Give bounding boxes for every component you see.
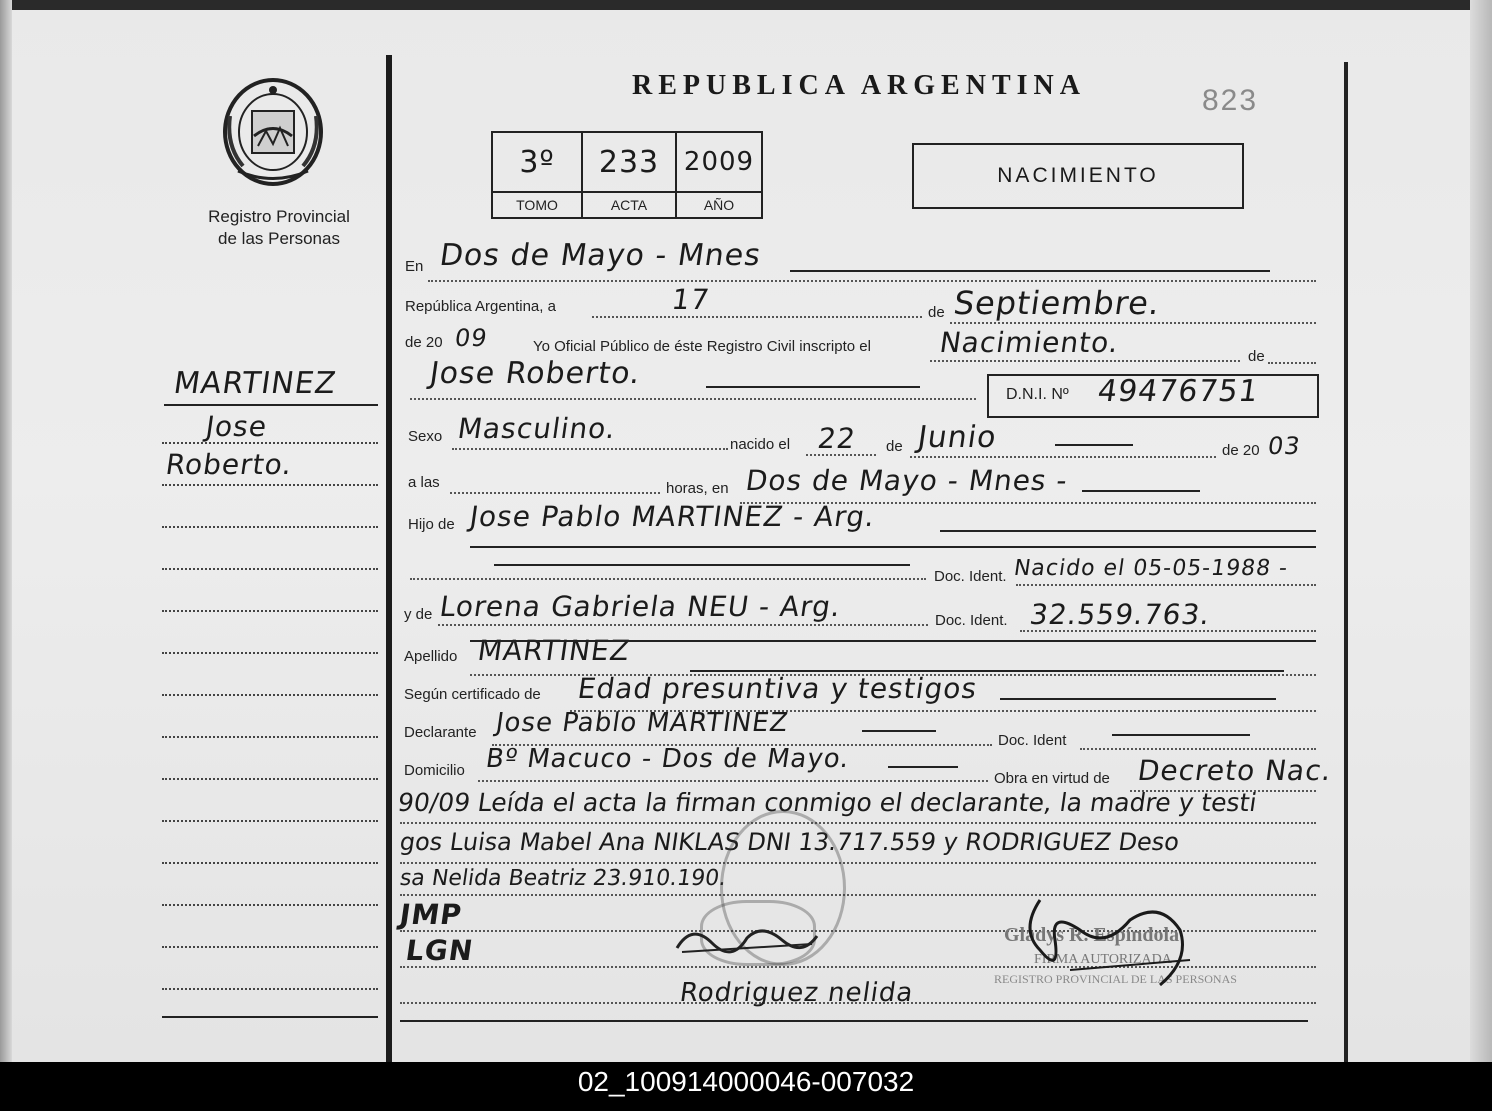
day-value: 17 <box>669 283 712 316</box>
yde-label: y de <box>404 606 433 623</box>
father-doc-value: Nacido el 05-05-1988 - <box>1012 556 1290 581</box>
official-signature-icon <box>1010 890 1200 1000</box>
bottom-rule <box>400 1020 1308 1022</box>
birth-day-line <box>806 454 876 456</box>
notes-line-2-rule <box>400 862 1316 864</box>
margin-line <box>162 862 378 864</box>
mother-value: Lorena Gabriela NEU - Arg. <box>437 590 844 623</box>
month-de-label: de <box>928 304 945 321</box>
domicilio-line <box>478 780 988 782</box>
dni-value: 49476751 <box>1095 374 1262 409</box>
mother-line <box>438 624 928 626</box>
day-line <box>592 316 922 318</box>
name-line <box>410 398 976 400</box>
margin-line <box>162 820 378 822</box>
declarante-label: Declarante <box>404 724 477 741</box>
province-seal-icon <box>218 76 328 188</box>
sexo-line <box>452 448 728 450</box>
segun-value: Edad presuntiva y testigos <box>575 672 980 705</box>
official-name: Gladys R. Espíndola <box>1004 924 1180 946</box>
tomo-cell <box>492 132 582 192</box>
sexo-value: Masculino. <box>455 412 619 445</box>
month-value: Septiembre. <box>951 284 1163 322</box>
birth-place-value: Dos de Mayo - Mnes - <box>743 464 1071 497</box>
apellido-label: Apellido <box>404 648 458 665</box>
tomo-label: TOMO <box>492 192 582 218</box>
father-rule-3 <box>494 564 910 566</box>
scan-top-edge <box>0 0 1492 10</box>
margin-surname-rule <box>164 404 378 406</box>
acta-cell <box>582 132 676 192</box>
footer-bar <box>0 1062 1492 1111</box>
hijo-label: Hijo de <box>408 516 455 533</box>
inscripto-end-line <box>1268 362 1316 364</box>
page-number: 823 <box>1202 84 1259 117</box>
dni-label: D.N.I. Nº <box>1006 386 1069 403</box>
margin-bottom-rule <box>162 1016 378 1018</box>
segun-rule <box>1000 698 1276 700</box>
margin-given-name-1: Jose <box>203 410 270 443</box>
acta-value: 233 <box>598 144 660 180</box>
name-value: Jose Roberto. <box>427 356 644 391</box>
margin-surname: MARTINEZ <box>171 366 339 401</box>
obra-label: Obra en virtud de <box>994 770 1110 787</box>
margin-line <box>162 988 378 990</box>
mother-doc-value: 32.559.763. <box>1027 598 1213 631</box>
book-binding-line <box>386 55 392 1062</box>
birth-month-value: Junio <box>915 420 1000 455</box>
segun-label: Según certificado de <box>404 686 541 703</box>
page-title: REPUBLICA ARGENTINA <box>632 70 1086 101</box>
margin-line <box>162 778 378 780</box>
tomo-value: 3º <box>519 144 555 180</box>
republica-label: República Argentina, a <box>405 298 556 315</box>
official-office: REGISTRO PROVINCIAL DE LAS PERSONAS <box>994 972 1237 986</box>
birth-year-label: de 20 <box>1222 442 1260 459</box>
margin-line <box>162 946 378 948</box>
mother-doc-label: Doc. Ident. <box>935 612 1008 629</box>
nacido-label: nacido el <box>730 436 791 453</box>
official-title: FIRMA AUTORIZADA <box>1034 952 1172 967</box>
domicilio-label: Domicilio <box>404 762 465 779</box>
en-line <box>428 280 1316 282</box>
registry-name-line2: de las Personas <box>218 229 340 248</box>
scan-right-edge <box>1470 0 1492 1062</box>
inscripto-de-label: de <box>1248 348 1265 365</box>
barcode-text: 02_100914000046-007032 <box>577 1066 915 1097</box>
month-line <box>950 322 1316 324</box>
sexo-label: Sexo <box>408 428 443 445</box>
record-type-box: NACIMIENTO <box>912 143 1244 209</box>
notes-line-1-rule <box>400 822 1316 824</box>
father-line <box>410 578 926 580</box>
father-value: Jose Pablo MARTINEZ - Arg. <box>467 500 878 533</box>
anio-value: 2009 <box>683 147 755 177</box>
alas-line <box>450 492 660 494</box>
declarante-doc-label: Doc. Ident <box>998 732 1067 749</box>
form-right-border <box>1344 62 1348 1062</box>
margin-line <box>162 694 378 696</box>
apellido-top-rule <box>470 640 1316 642</box>
birth-month-de-label: de <box>886 438 903 455</box>
record-number-box <box>491 131 763 219</box>
birth-day-value: 22 <box>815 422 858 455</box>
father-doc-label: Doc. Ident. <box>934 568 1007 585</box>
margin-line <box>162 484 378 486</box>
declarante-doc-line <box>1080 748 1316 750</box>
birth-month-rule <box>1055 444 1133 446</box>
margin-line <box>162 610 378 612</box>
en-rule <box>790 270 1270 272</box>
margin-line <box>162 904 378 906</box>
name-rule <box>706 386 920 388</box>
margin-line <box>162 442 378 444</box>
anio-cell <box>676 132 762 192</box>
declarante-doc-rule <box>1112 734 1250 736</box>
en-label: En <box>405 258 424 275</box>
horas-label: horas, en <box>666 480 729 497</box>
inscripto-value: Nacimiento. <box>937 326 1122 359</box>
notes-line-2: gos Luisa Mabel Ana NIKLAS DNI 13.717.559 y RODRIGUEZ Deso <box>398 828 1181 856</box>
initials-2: LGN <box>403 934 476 967</box>
margin-line <box>162 652 378 654</box>
father-rule-2 <box>470 546 1316 548</box>
scan-left-edge <box>0 0 12 1062</box>
margin-line <box>162 568 378 570</box>
alas-label: a las <box>408 474 440 491</box>
margin-line <box>162 526 378 528</box>
mother-doc-line <box>1020 630 1316 632</box>
domicilio-value: Bº Macuco - Dos de Mayo. <box>483 744 852 774</box>
inscripto-line <box>930 360 1240 362</box>
notes-line-3: sa Nelida Beatriz 23.910.190. <box>398 866 728 891</box>
en-value: Dos de Mayo - Mnes <box>437 238 764 273</box>
year-label: de 20 <box>405 334 443 351</box>
registry-name-line1: Registro Provincial <box>208 207 350 226</box>
obra-value: Decreto Nac. <box>1135 754 1335 787</box>
margin-given-name-2: Roberto. <box>163 448 295 481</box>
birth-year-value: 03 <box>1266 432 1303 460</box>
margin-line <box>162 736 378 738</box>
notes-line-1: 90/09 Leída el acta la firman conmigo el declarante, la madre y testi <box>395 788 1259 817</box>
oficial-label: Yo Oficial Público de éste Registro Civil inscripto el <box>533 338 871 355</box>
apellido-value: MARTINEZ <box>475 634 633 667</box>
declarant-signature-icon <box>672 918 822 958</box>
birth-month-line <box>910 456 1216 458</box>
anio-label: AÑO <box>676 192 762 218</box>
witness-signature: Rodriguez nelida <box>677 978 916 1008</box>
father-rule <box>940 530 1316 532</box>
domicilio-rule <box>888 766 958 768</box>
father-doc-line <box>1016 584 1316 586</box>
initials-1: JMP <box>397 898 465 931</box>
acta-label: ACTA <box>582 192 676 218</box>
birth-place-rule <box>1082 490 1200 492</box>
declarante-value: Jose Pablo MARTINEZ <box>493 708 791 738</box>
year-value: 09 <box>453 324 490 352</box>
declarante-rule <box>862 730 936 732</box>
